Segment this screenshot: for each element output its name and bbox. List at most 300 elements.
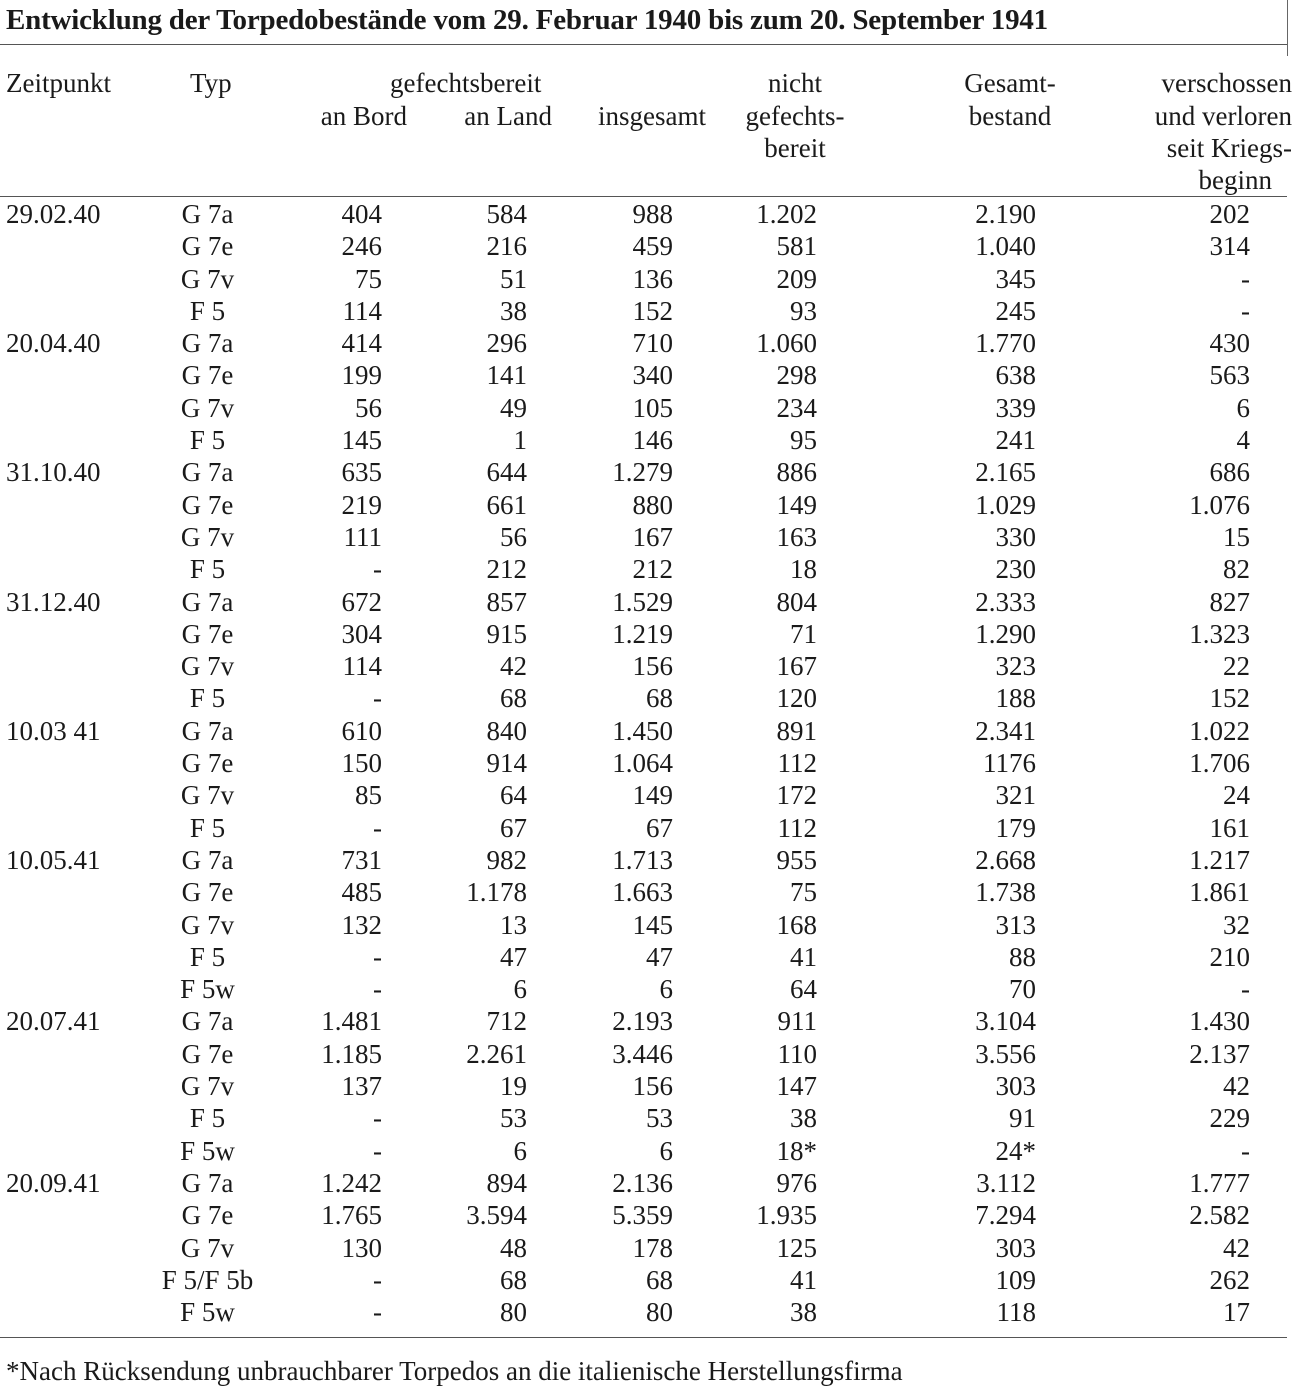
cell-verschossen: 1.430 xyxy=(1189,1006,1250,1037)
cell-nicht-gefechtsbereit: 41 xyxy=(790,1264,817,1295)
cell-an-bord: 485 xyxy=(341,877,382,908)
cell-an-bord: 304 xyxy=(341,618,382,649)
cell-typ: G 7a xyxy=(181,457,234,488)
cell-gesamtbestand: 2.333 xyxy=(975,586,1036,617)
cell-verschossen: 42 xyxy=(1223,1071,1250,1102)
header-verschossen-1: verschossen xyxy=(1161,68,1292,98)
cell-typ: F 5 xyxy=(189,554,226,585)
cell-an-bord: - xyxy=(373,1264,382,1295)
cell-gesamtbestand: 1.290 xyxy=(975,618,1036,649)
cell-typ: G 7v xyxy=(180,521,235,552)
cell-an-land: 51 xyxy=(500,263,527,294)
cell-insgesamt: 68 xyxy=(646,1264,673,1295)
cell-gesamtbestand: 330 xyxy=(995,521,1036,552)
cell-an-bord: 85 xyxy=(355,780,382,811)
cell-insgesamt: 152 xyxy=(632,295,673,326)
cell-insgesamt: 2.193 xyxy=(612,1006,673,1037)
cell-insgesamt: 6 xyxy=(659,974,673,1005)
cell-verschossen: 161 xyxy=(1209,812,1250,843)
cell-an-bord: 145 xyxy=(341,425,382,456)
cell-insgesamt: 212 xyxy=(632,554,673,585)
cell-insgesamt: 710 xyxy=(632,328,673,359)
cell-nicht-gefechtsbereit: 167 xyxy=(776,651,817,682)
cell-typ: F 5/F 5b xyxy=(161,1264,254,1295)
cell-an-bord: 731 xyxy=(341,844,382,875)
cell-an-land: 982 xyxy=(486,844,527,875)
cell-nicht-gefechtsbereit: 41 xyxy=(790,941,817,972)
cell-typ: G 7e xyxy=(181,231,234,262)
table-row xyxy=(0,1102,1300,1134)
cell-an-bord: - xyxy=(373,941,382,972)
table-row xyxy=(0,1232,1300,1264)
table-row xyxy=(0,682,1300,714)
cell-an-land: 712 xyxy=(486,1006,527,1037)
header-zeitpunkt: Zeitpunkt xyxy=(6,68,111,98)
cell-typ: G 7e xyxy=(181,748,234,779)
cell-nicht-gefechtsbereit: 209 xyxy=(776,263,817,294)
cell-an-bord: - xyxy=(373,1103,382,1134)
cell-verschossen: 1.076 xyxy=(1189,489,1250,520)
cell-an-land: 915 xyxy=(486,618,527,649)
cell-insgesamt: 145 xyxy=(632,909,673,940)
cell-nicht-gefechtsbereit: 75 xyxy=(790,877,817,908)
cell-typ: F 5w xyxy=(180,974,235,1005)
cell-typ: G 7a xyxy=(181,328,234,359)
cell-an-bord: 137 xyxy=(341,1071,382,1102)
cell-typ: G 7a xyxy=(181,1006,234,1037)
cell-insgesamt: 1.713 xyxy=(612,844,673,875)
cell-insgesamt: 988 xyxy=(632,199,673,229)
cell-gesamtbestand: 321 xyxy=(995,780,1036,811)
cell-typ: G 7e xyxy=(181,618,234,649)
cell-gesamtbestand: 2.190 xyxy=(975,199,1036,229)
cell-typ: G 7a xyxy=(181,844,234,875)
cell-gesamtbestand: 313 xyxy=(995,909,1036,940)
cell-nicht-gefechtsbereit: 18 xyxy=(790,554,817,585)
cell-insgesamt: 2.136 xyxy=(612,1167,673,1198)
cell-typ: F 5 xyxy=(189,941,226,972)
cell-typ: G 7v xyxy=(180,909,235,940)
cell-nicht-gefechtsbereit: 147 xyxy=(776,1071,817,1102)
cell-an-land: 857 xyxy=(486,586,527,617)
cell-an-land: 67 xyxy=(500,812,527,843)
cell-gesamtbestand: 118 xyxy=(996,1297,1036,1328)
cell-nicht-gefechtsbereit: 234 xyxy=(776,392,817,423)
cell-gesamtbestand: 24* xyxy=(995,1135,1036,1166)
cell-an-bord: 610 xyxy=(341,715,382,746)
cell-date: 31.12.40 xyxy=(6,586,101,617)
cell-an-bord: 404 xyxy=(341,199,382,229)
cell-an-bord: 114 xyxy=(342,295,382,326)
cell-nicht-gefechtsbereit: 71 xyxy=(790,618,817,649)
cell-verschossen: 1.706 xyxy=(1189,748,1250,779)
cell-an-bord: - xyxy=(373,974,382,1005)
table-row xyxy=(0,909,1300,941)
cell-nicht-gefechtsbereit: 95 xyxy=(790,425,817,456)
cell-nicht-gefechtsbereit: 1.060 xyxy=(756,328,817,359)
cell-date: 10.03 41 xyxy=(6,715,101,746)
cell-typ: G 7v xyxy=(180,1232,235,1263)
cell-verschossen: 229 xyxy=(1209,1103,1250,1134)
cell-verschossen: 202 xyxy=(1209,199,1250,229)
table-row xyxy=(0,295,1300,327)
footnote: *Nach Rücksendung unbrauchbarer Torpedos an die italienische Herstellungsfirma xyxy=(6,1356,903,1386)
cell-gesamtbestand: 323 xyxy=(995,651,1036,682)
cell-an-land: 53 xyxy=(500,1103,527,1134)
cell-insgesamt: 146 xyxy=(632,425,673,456)
cell-an-land: 80 xyxy=(500,1297,527,1328)
table-row xyxy=(0,1264,1300,1296)
cell-typ: G 7v xyxy=(180,263,235,294)
cell-verschossen: 6 xyxy=(1236,392,1250,423)
cell-verschossen: 22 xyxy=(1223,651,1250,682)
table-row xyxy=(0,1038,1300,1070)
cell-nicht-gefechtsbereit: 38 xyxy=(790,1103,817,1134)
cell-gesamtbestand: 339 xyxy=(995,392,1036,423)
cell-an-bord: - xyxy=(373,1135,382,1166)
cell-an-land: 38 xyxy=(500,295,527,326)
cell-typ: G 7a xyxy=(181,199,234,229)
cell-an-bord: 150 xyxy=(341,748,382,779)
cell-gesamtbestand: 88 xyxy=(1009,941,1036,972)
cell-insgesamt: 167 xyxy=(632,521,673,552)
cell-verschossen: 314 xyxy=(1209,231,1250,262)
cell-an-land: 6 xyxy=(513,974,527,1005)
header-gefechtsbereit: gefechtsbereit xyxy=(390,68,542,98)
cell-typ: F 5 xyxy=(189,425,226,456)
cell-typ: G 7e xyxy=(181,489,234,520)
cell-gesamtbestand: 303 xyxy=(995,1232,1036,1263)
table-row xyxy=(0,747,1300,779)
cell-an-land: 49 xyxy=(500,392,527,423)
cell-an-bord: 132 xyxy=(341,909,382,940)
cell-gesamtbestand: 3.556 xyxy=(975,1038,1036,1069)
cell-nicht-gefechtsbereit: 911 xyxy=(777,1006,817,1037)
cell-nicht-gefechtsbereit: 110 xyxy=(777,1038,817,1069)
cell-nicht-gefechtsbereit: 163 xyxy=(776,521,817,552)
cell-an-land: 584 xyxy=(486,199,527,229)
header-verschossen-4: beginn xyxy=(1198,165,1272,195)
right-border-line xyxy=(1287,0,1288,56)
cell-gesamtbestand: 7.294 xyxy=(975,1200,1036,1231)
table-row xyxy=(0,650,1300,682)
cell-an-bord: 56 xyxy=(355,392,382,423)
cell-insgesamt: 1.219 xyxy=(612,618,673,649)
cell-nicht-gefechtsbereit: 38 xyxy=(790,1297,817,1328)
cell-an-land: 19 xyxy=(500,1071,527,1102)
cell-typ: G 7v xyxy=(180,651,235,682)
cell-date: 31.10.40 xyxy=(6,457,101,488)
cell-insgesamt: 459 xyxy=(632,231,673,262)
cell-insgesamt: 1.529 xyxy=(612,586,673,617)
header-typ: Typ xyxy=(190,68,232,98)
cell-date: 10.05.41 xyxy=(6,844,101,875)
table-row xyxy=(0,553,1300,585)
cell-insgesamt: 880 xyxy=(632,489,673,520)
cell-an-land: 216 xyxy=(486,231,527,262)
table-row xyxy=(0,1167,1300,1199)
cell-typ: F 5 xyxy=(189,812,226,843)
table-row xyxy=(0,876,1300,908)
cell-verschossen: - xyxy=(1241,295,1250,326)
cell-nicht-gefechtsbereit: 168 xyxy=(776,909,817,940)
cell-gesamtbestand: 2.341 xyxy=(975,715,1036,746)
cell-gesamtbestand: 345 xyxy=(995,263,1036,294)
cell-typ: G 7e xyxy=(181,360,234,391)
cell-verschossen: 24 xyxy=(1223,780,1250,811)
table-row xyxy=(0,941,1300,973)
cell-an-bord: 246 xyxy=(341,231,382,262)
table-row xyxy=(0,424,1300,456)
cell-an-land: 1 xyxy=(513,425,527,456)
header-insgesamt: insgesamt xyxy=(598,101,706,131)
cell-gesamtbestand: 2.165 xyxy=(975,457,1036,488)
header-gesamt-1: Gesamt- xyxy=(964,68,1056,98)
cell-an-land: 68 xyxy=(500,683,527,714)
table-row xyxy=(0,1005,1300,1037)
cell-verschossen: 2.582 xyxy=(1189,1200,1250,1231)
cell-an-bord: - xyxy=(373,1297,382,1328)
table-row xyxy=(0,392,1300,424)
cell-insgesamt: 67 xyxy=(646,812,673,843)
cell-gesamtbestand: 91 xyxy=(1009,1103,1036,1134)
cell-verschossen: 1.217 xyxy=(1189,844,1250,875)
header-nicht-3: bereit xyxy=(764,133,826,163)
table-row xyxy=(0,1135,1300,1167)
header-nicht-2: gefechts- xyxy=(745,101,845,131)
cell-an-land: 141 xyxy=(486,360,527,391)
cell-nicht-gefechtsbereit: 18* xyxy=(776,1135,817,1166)
table-row xyxy=(0,521,1300,553)
cell-typ: G 7e xyxy=(181,1038,234,1069)
cell-an-land: 914 xyxy=(486,748,527,779)
cell-verschossen: 1.323 xyxy=(1189,618,1250,649)
cell-gesamtbestand: 3.104 xyxy=(975,1006,1036,1037)
cell-an-land: 42 xyxy=(500,651,527,682)
cell-verschossen: 2.137 xyxy=(1189,1038,1250,1069)
cell-an-land: 48 xyxy=(500,1232,527,1263)
cell-nicht-gefechtsbereit: 886 xyxy=(776,457,817,488)
cell-insgesamt: 178 xyxy=(632,1232,673,1263)
cell-typ: F 5w xyxy=(180,1297,235,1328)
cell-insgesamt: 340 xyxy=(632,360,673,391)
cell-an-bord: - xyxy=(373,812,382,843)
cell-verschossen: 686 xyxy=(1209,457,1250,488)
cell-gesamtbestand: 245 xyxy=(995,295,1036,326)
cell-gesamtbestand: 303 xyxy=(995,1071,1036,1102)
header-an-bord: an Bord xyxy=(320,101,407,131)
cell-an-bord: 1.185 xyxy=(321,1038,382,1069)
table-row xyxy=(0,198,1300,230)
cell-an-bord: 75 xyxy=(355,263,382,294)
table-row xyxy=(0,715,1300,747)
cell-insgesamt: 5.359 xyxy=(612,1200,673,1231)
cell-verschossen: - xyxy=(1241,974,1250,1005)
table-row xyxy=(0,779,1300,811)
cell-verschossen: 1.022 xyxy=(1189,715,1250,746)
cell-insgesamt: 149 xyxy=(632,780,673,811)
title-divider xyxy=(0,44,1287,45)
cell-an-bord: 1.242 xyxy=(321,1167,382,1198)
cell-nicht-gefechtsbereit: 804 xyxy=(776,586,817,617)
table-row xyxy=(0,973,1300,1005)
cell-insgesamt: 68 xyxy=(646,683,673,714)
cell-nicht-gefechtsbereit: 1.935 xyxy=(756,1200,817,1231)
cell-nicht-gefechtsbereit: 172 xyxy=(776,780,817,811)
cell-gesamtbestand: 70 xyxy=(1009,974,1036,1005)
cell-verschossen: 430 xyxy=(1209,328,1250,359)
cell-date: 20.07.41 xyxy=(6,1006,101,1037)
table-row xyxy=(0,1199,1300,1231)
cell-verschossen: 563 xyxy=(1209,360,1250,391)
cell-gesamtbestand: 1176 xyxy=(983,748,1036,779)
cell-an-land: 64 xyxy=(500,780,527,811)
cell-typ: F 5 xyxy=(189,295,226,326)
cell-nicht-gefechtsbereit: 976 xyxy=(776,1167,817,1198)
cell-an-bord: - xyxy=(373,554,382,585)
cell-an-land: 13 xyxy=(500,909,527,940)
cell-an-land: 212 xyxy=(486,554,527,585)
cell-gesamtbestand: 638 xyxy=(995,360,1036,391)
cell-verschossen: 82 xyxy=(1223,554,1250,585)
cell-insgesamt: 53 xyxy=(646,1103,673,1134)
table-row xyxy=(0,1296,1300,1328)
cell-verschossen: 42 xyxy=(1223,1232,1250,1263)
cell-verschossen: - xyxy=(1241,1135,1250,1166)
cell-an-land: 1.178 xyxy=(466,877,527,908)
cell-gesamtbestand: 1.029 xyxy=(975,489,1036,520)
header-gesamt-2: bestand xyxy=(968,101,1052,131)
cell-typ: F 5 xyxy=(189,683,226,714)
cell-an-bord: 1.765 xyxy=(321,1200,382,1231)
cell-insgesamt: 47 xyxy=(646,941,673,972)
table-row xyxy=(0,844,1300,876)
cell-insgesamt: 1.450 xyxy=(612,715,673,746)
cell-nicht-gefechtsbereit: 93 xyxy=(790,295,817,326)
cell-nicht-gefechtsbereit: 149 xyxy=(776,489,817,520)
cell-gesamtbestand: 2.668 xyxy=(975,844,1036,875)
cell-verschossen: 15 xyxy=(1223,521,1250,552)
cell-an-bord: 199 xyxy=(341,360,382,391)
cell-an-land: 296 xyxy=(486,328,527,359)
table-row xyxy=(0,230,1300,262)
cell-typ: G 7e xyxy=(181,877,234,908)
cell-verschossen: - xyxy=(1241,263,1250,294)
cell-verschossen: 210 xyxy=(1209,941,1250,972)
table-row xyxy=(0,456,1300,488)
table-row xyxy=(0,359,1300,391)
cell-insgesamt: 136 xyxy=(632,263,673,294)
cell-an-bord: 219 xyxy=(341,489,382,520)
cell-date: 20.09.41 xyxy=(6,1167,101,1198)
cell-gesamtbestand: 188 xyxy=(995,683,1036,714)
cell-insgesamt: 105 xyxy=(632,392,673,423)
table-row xyxy=(0,489,1300,521)
table-row xyxy=(0,327,1300,359)
cell-typ: G 7e xyxy=(181,1200,234,1231)
header-nicht-1: nicht xyxy=(768,68,822,98)
cell-an-land: 47 xyxy=(500,941,527,972)
header-verschossen-2: und verloren xyxy=(1154,101,1292,131)
cell-gesamtbestand: 109 xyxy=(995,1264,1036,1295)
cell-verschossen: 32 xyxy=(1223,909,1250,940)
cell-verschossen: 1.861 xyxy=(1189,877,1250,908)
cell-verschossen: 827 xyxy=(1209,586,1250,617)
cell-an-bord: 414 xyxy=(341,328,382,359)
cell-gesamtbestand: 230 xyxy=(995,554,1036,585)
cell-insgesamt: 1.279 xyxy=(612,457,673,488)
cell-an-bord: 130 xyxy=(341,1232,382,1263)
header-divider xyxy=(0,196,1287,197)
table-row xyxy=(0,618,1300,650)
header-an-land: an Land xyxy=(464,101,552,131)
torpedo-table xyxy=(0,198,1300,1328)
cell-gesamtbestand: 3.112 xyxy=(976,1167,1036,1198)
cell-an-bord: 672 xyxy=(341,586,382,617)
cell-an-land: 68 xyxy=(500,1264,527,1295)
cell-an-bord: 1.481 xyxy=(321,1006,382,1037)
table-bottom-rule xyxy=(0,1337,1287,1338)
cell-an-bord: - xyxy=(373,683,382,714)
cell-nicht-gefechtsbereit: 955 xyxy=(776,844,817,875)
cell-insgesamt: 1.663 xyxy=(612,877,673,908)
cell-insgesamt: 80 xyxy=(646,1297,673,1328)
cell-nicht-gefechtsbereit: 112 xyxy=(777,748,817,779)
cell-insgesamt: 156 xyxy=(632,651,673,682)
cell-date: 29.02.40 xyxy=(6,199,101,229)
cell-an-bord: 635 xyxy=(341,457,382,488)
cell-typ: G 7a xyxy=(181,586,234,617)
cell-gesamtbestand: 1.770 xyxy=(975,328,1036,359)
cell-nicht-gefechtsbereit: 298 xyxy=(776,360,817,391)
cell-nicht-gefechtsbereit: 64 xyxy=(790,974,817,1005)
cell-verschossen: 1.777 xyxy=(1189,1167,1250,1198)
cell-insgesamt: 3.446 xyxy=(612,1038,673,1069)
cell-an-land: 894 xyxy=(486,1167,527,1198)
cell-an-land: 661 xyxy=(486,489,527,520)
cell-verschossen: 152 xyxy=(1209,683,1250,714)
cell-typ: F 5w xyxy=(180,1135,235,1166)
table-row xyxy=(0,263,1300,295)
table-row xyxy=(0,1070,1300,1102)
cell-an-land: 644 xyxy=(486,457,527,488)
cell-nicht-gefechtsbereit: 1.202 xyxy=(756,199,817,229)
cell-gesamtbestand: 241 xyxy=(995,425,1036,456)
cell-typ: G 7a xyxy=(181,1167,234,1198)
cell-typ: G 7v xyxy=(180,392,235,423)
cell-typ: F 5 xyxy=(189,1103,226,1134)
cell-nicht-gefechtsbereit: 112 xyxy=(777,812,817,843)
cell-verschossen: 17 xyxy=(1223,1297,1250,1328)
cell-an-land: 6 xyxy=(513,1135,527,1166)
cell-gesamtbestand: 1.738 xyxy=(975,877,1036,908)
cell-nicht-gefechtsbereit: 891 xyxy=(776,715,817,746)
table-row xyxy=(0,812,1300,844)
cell-nicht-gefechtsbereit: 120 xyxy=(776,683,817,714)
cell-gesamtbestand: 1.040 xyxy=(975,231,1036,262)
cell-an-bord: 111 xyxy=(343,521,382,552)
table-row xyxy=(0,586,1300,618)
cell-typ: G 7a xyxy=(181,715,234,746)
cell-typ: G 7v xyxy=(180,1071,235,1102)
cell-nicht-gefechtsbereit: 125 xyxy=(776,1232,817,1263)
cell-insgesamt: 156 xyxy=(632,1071,673,1102)
cell-verschossen: 4 xyxy=(1236,425,1250,456)
cell-an-land: 840 xyxy=(486,715,527,746)
header-verschossen-3: seit Kriegs- xyxy=(1166,133,1292,163)
cell-typ: G 7v xyxy=(180,780,235,811)
cell-an-land: 2.261 xyxy=(466,1038,527,1069)
